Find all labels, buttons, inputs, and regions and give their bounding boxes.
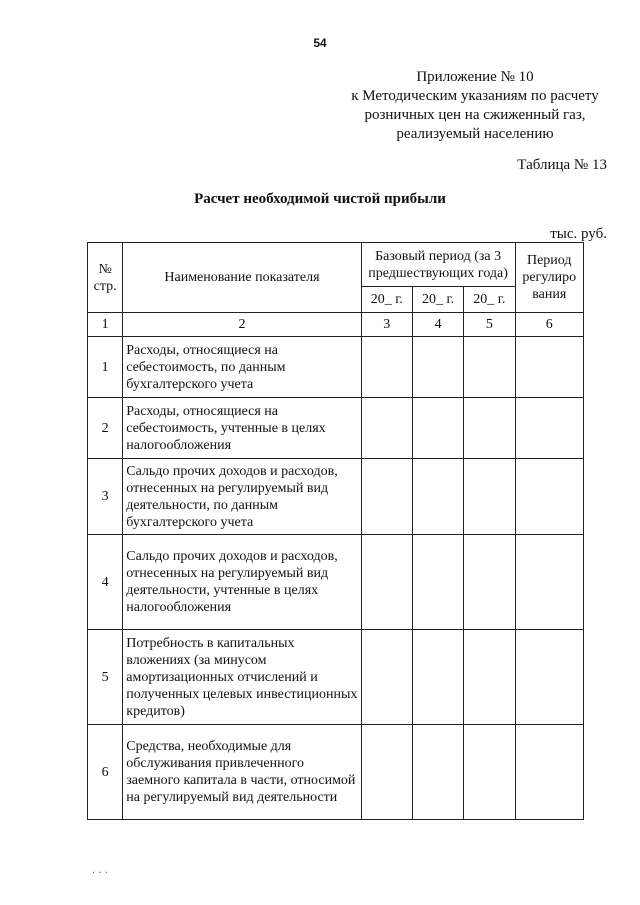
appendix-line: к Методическим указаниям по расчету [351, 88, 599, 104]
value-cell [412, 630, 463, 725]
row-indicator-name: Средства, необходимые для обслуживания привлеченного заемного капитала в части, относимой на регулируемый вид деятельности [123, 725, 361, 820]
table-number: Таблица № 13 [517, 157, 607, 173]
value-cell [515, 630, 583, 725]
row-number: 6 [88, 725, 123, 820]
appendix-block [340, 68, 610, 144]
row-indicator-name: Сальдо прочих доходов и расходов, отнесенных на регулируемый вид деятельности, учтенные в целях налогообложения [123, 535, 361, 630]
table-row [88, 398, 584, 459]
row-indicator-name: Потребность в капитальных вложениях (за минусом амортизационных отчислений и полученных целевых инвестиционных кредитов) [123, 630, 361, 725]
value-cell [412, 337, 463, 398]
value-cell [361, 535, 412, 630]
row-number: 3 [88, 459, 123, 535]
row-indicator-name: Сальдо прочих доходов и расходов, отнесенных на регулируемый вид деятельности, по данным бухгалтерского учета [123, 459, 361, 535]
value-cell [464, 725, 515, 820]
column-number: 3 [361, 313, 412, 337]
value-cell [412, 535, 463, 630]
value-cell [515, 398, 583, 459]
table-row [88, 630, 584, 725]
table-row [88, 535, 584, 630]
value-cell [361, 459, 412, 535]
column-number: 2 [123, 313, 361, 337]
value-cell [361, 398, 412, 459]
appendix-line: розничных цен на сжиженный газ, [364, 107, 586, 123]
value-cell [412, 725, 463, 820]
value-cell [515, 725, 583, 820]
column-number: 6 [515, 313, 583, 337]
row-number: 5 [88, 630, 123, 725]
row-indicator-name: Расходы, относящиеся на себестоимость, по данным бухгалтерского учета [123, 337, 361, 398]
value-cell [515, 459, 583, 535]
header-year: 20_ г. [412, 287, 463, 313]
table-row [88, 337, 584, 398]
value-cell [515, 535, 583, 630]
appendix-line: реализуемый населению [396, 126, 554, 142]
value-cell [412, 398, 463, 459]
value-cell [464, 459, 515, 535]
value-cell [361, 337, 412, 398]
header-year: 20_ г. [464, 287, 515, 313]
row-number: 1 [88, 337, 123, 398]
header-base-period: Базовый период (за 3 предшествующих года) [361, 243, 515, 287]
header-year: 20_ г. [361, 287, 412, 313]
column-number: 1 [88, 313, 123, 337]
units-label: тыс. руб. [550, 226, 607, 242]
value-cell [464, 337, 515, 398]
appendix-line: Приложение № 10 [416, 69, 534, 85]
table-row [88, 459, 584, 535]
net-profit-table [87, 242, 584, 820]
value-cell [412, 459, 463, 535]
page-number: 54 [313, 36, 327, 50]
table-row [88, 725, 584, 820]
header-row-number: № стр. [88, 243, 123, 313]
footer-mark: · · · [92, 868, 108, 879]
value-cell [464, 535, 515, 630]
document-title: Расчет необходимой чистой прибыли [194, 191, 446, 207]
column-number: 5 [464, 313, 515, 337]
value-cell [464, 398, 515, 459]
row-indicator-name: Расходы, относящиеся на себестоимость, учтенные в целях налогообложения [123, 398, 361, 459]
value-cell [515, 337, 583, 398]
header-regulation-period: Период регулиро вания [515, 243, 583, 313]
row-number: 4 [88, 535, 123, 630]
value-cell [361, 725, 412, 820]
header-indicator-name: Наименование показателя [123, 243, 361, 313]
row-number: 2 [88, 398, 123, 459]
column-number: 4 [412, 313, 463, 337]
value-cell [361, 630, 412, 725]
value-cell [464, 630, 515, 725]
